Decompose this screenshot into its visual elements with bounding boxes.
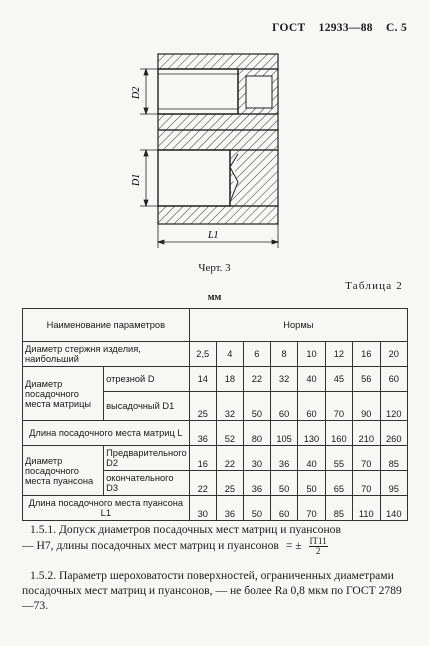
cell: 20 [380,342,408,367]
cell: 60 [270,496,297,521]
cell: 36 [243,471,270,496]
row-label: Предварительного D2 [104,446,190,471]
cell: 30 [243,446,270,471]
tolerance-fraction [309,537,328,556]
cell: 36 [270,446,297,471]
specification-table [22,308,408,521]
cell: 105 [270,421,297,446]
page-number: С. 5 [385,22,407,34]
technical-drawing [118,42,298,252]
head-norms: Нормы [189,309,407,342]
row-label: Длина посадочного места матриц L [23,421,190,446]
cell: 16 [189,446,216,471]
cell: 70 [325,392,352,421]
cell: 10 [298,342,325,367]
cell: 6 [243,342,270,367]
cell: 12 [325,342,352,367]
cell: 90 [353,392,380,421]
cell: 210 [353,421,380,446]
cell: 55 [325,446,352,471]
table-header-row [23,309,408,342]
label-d2: D2 [131,86,142,99]
cell: 80 [243,421,270,446]
page-header [262,22,407,34]
cell: 50 [243,496,270,521]
table-label: Таблица 2 [345,280,403,292]
cell: 85 [380,446,408,471]
cell: 22 [216,446,243,471]
cell: 25 [189,392,216,421]
cell: 16 [353,342,380,367]
cell: 65 [325,471,352,496]
cell: 70 [298,496,325,521]
cell: 50 [243,392,270,421]
cell: 70 [353,471,380,496]
cell: 50 [298,471,325,496]
cell: 120 [380,392,408,421]
cell: 32 [216,392,243,421]
figure-caption: Черт. 3 [198,262,231,274]
paragraph-1-5-1: 1.5.1. Допуск диаметров посадочных мест матриц и пуансонов [30,523,341,536]
cell: 50 [270,471,297,496]
cell: 2,5 [189,342,216,367]
cell: 25 [216,471,243,496]
cell: 36 [189,421,216,446]
cell: 95 [380,471,408,496]
upper-part [158,54,278,130]
gost-label: ГОСТ [272,22,306,34]
cell: 22 [189,471,216,496]
cell: 45 [325,367,352,392]
cell: 110 [353,496,380,521]
cell: 56 [353,367,380,392]
paragraph-text: — Н7, длины посадочных мест матриц и пуансонов [22,539,279,553]
cell: 22 [243,367,270,392]
cell: 70 [353,446,380,471]
table-row [23,342,408,367]
cell: 18 [216,367,243,392]
cell: 8 [270,342,297,367]
table-row [23,446,408,471]
fraction-numerator: IT11 [309,536,327,546]
row-label: окончательного D3 [104,471,190,496]
cell: 60 [298,392,325,421]
cell: 32 [270,367,297,392]
cell: 60 [380,367,408,392]
label-d1: D1 [131,173,142,186]
cell: 60 [270,392,297,421]
cell: 160 [325,421,352,446]
table-row [23,421,408,446]
cell: 30 [189,496,216,521]
row-label: Длина посадочного места пуансона L1 [23,496,190,521]
paragraph-1-5-2: 1.5.2. Параметр шероховатости поверхностей, ограниченных диаметрами посадочных мест матриц и пуансонов, — не более Ra 0,8 мкм по ГОСТ 2789—73. [22,569,402,612]
row-label: отрезной D [104,367,190,392]
fraction-denominator: 2 [315,546,321,556]
gost-number: 12933—88 [318,22,373,34]
table-row [23,367,408,392]
row-label: Диаметр стержня изделия, наибольший [23,342,190,367]
cell: 36 [216,496,243,521]
cell: 14 [189,367,216,392]
cell: 130 [298,421,325,446]
label-l1: L1 [208,230,219,241]
head-param: Наименование параметров [23,309,190,342]
cell: 40 [298,446,325,471]
cell: 260 [380,421,408,446]
cell: 40 [298,367,325,392]
table-unit: мм [207,292,222,303]
group-label: Диаметр посадочного места пуансона [23,446,104,496]
table-row [23,496,408,521]
paragraph-1-5-1-cont: — Н7, длины посадочных мест матриц и пуансонов = ± $\frac{IT11}{2}$ [22,536,327,556]
cell: 4 [216,342,243,367]
cell: 85 [325,496,352,521]
cell: 52 [216,421,243,446]
group-label: Диаметр посадочного места матрицы [23,367,104,421]
row-label: высадочный D1 [104,392,190,421]
lower-part [158,130,278,224]
cell: 140 [380,496,408,521]
